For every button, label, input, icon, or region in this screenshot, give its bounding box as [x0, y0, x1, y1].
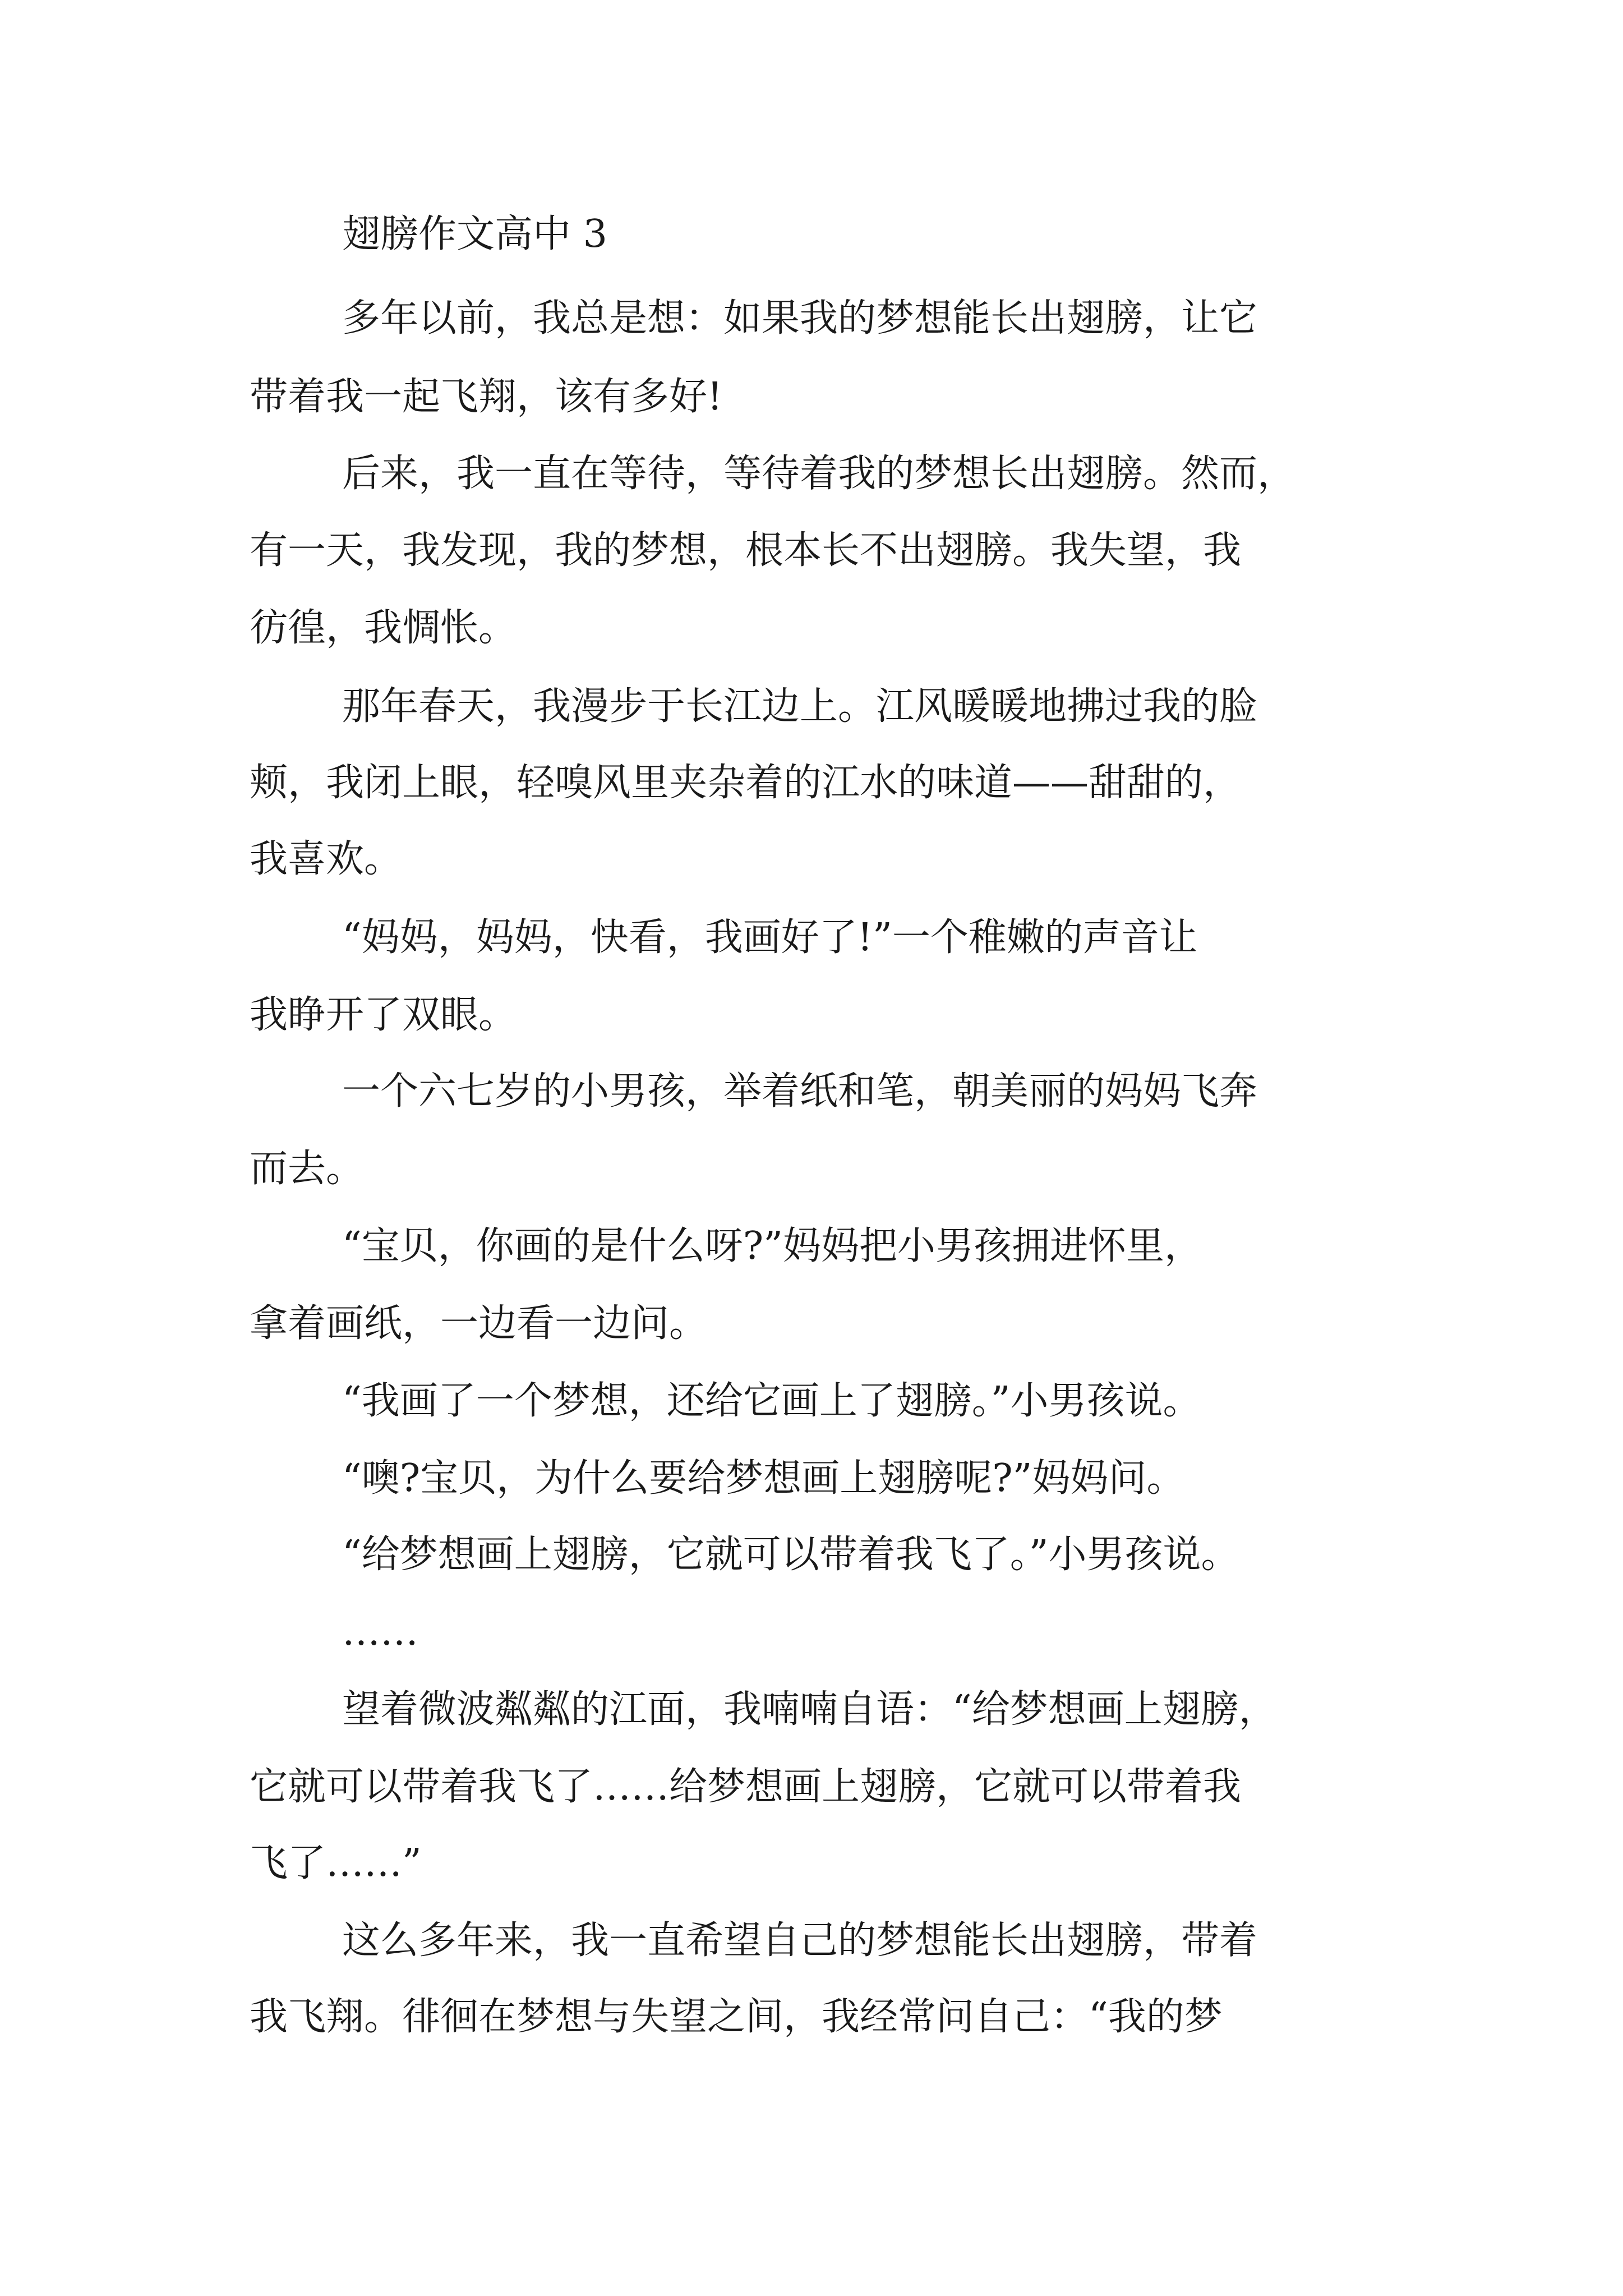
- text-line: 那年春天，我漫步于长江边上。江风暖暖地拂过我的脸: [342, 684, 1258, 729]
- text-line: 带着我一起飞翔，该有多好!: [250, 375, 723, 419]
- text-line: 后来，我一直在等待，等待着我的梦想长出翅膀。然而，: [342, 452, 1296, 496]
- text-line: ……: [342, 1610, 418, 1654]
- text-line: “宝贝，你画的是什么呀?”妈妈把小男孩拥进怀里，: [342, 1224, 1202, 1268]
- text-line: 我喜欢。: [250, 837, 403, 881]
- text-line: 有一天，我发现，我的梦想，根本长不出翅膀。我失望，我: [250, 528, 1242, 573]
- text-line: 多年以前，我总是想：如果我的梦想能长出翅膀，让它: [342, 296, 1258, 341]
- text-line: 拿着画纸，一边看一边问。: [250, 1301, 708, 1346]
- text-line: “我画了一个梦想，还给它画上了翅膀。”小男孩说。: [342, 1379, 1201, 1423]
- text-line: “给梦想画上翅膀，它就可以带着我飞了。”小男孩说。: [342, 1533, 1239, 1577]
- text-line: 飞了……”: [250, 1841, 422, 1885]
- text-line: 我飞翔。徘徊在梦想与失望之间，我经常问自己：“我的梦: [250, 1995, 1223, 2039]
- text-line: 颊，我闭上眼，轻嗅风里夹杂着的江水的味道——甜甜的，: [250, 761, 1242, 805]
- text-line: 望着微波粼粼的江面，我喃喃自语：“给梦想画上翅膀，: [342, 1687, 1277, 1732]
- text-line: 一个六七岁的小男孩，举着纸和笔，朝美丽的妈妈飞奔: [342, 1069, 1258, 1114]
- text-line: “妈妈，妈妈，快看，我画好了!”一个稚嫩的声音让: [342, 915, 1197, 960]
- text-line: 这么多年来，我一直希望自己的梦想能长出翅膀，带着: [342, 1918, 1258, 1963]
- text-line: 彷徨，我惆怅。: [250, 606, 517, 650]
- text-line: “噢?宝贝，为什么要给梦想画上翅膀呢?”妈妈问。: [342, 1456, 1185, 1501]
- text-line: 它就可以带着我飞了……给梦想画上翅膀，它就可以带着我: [250, 1765, 1242, 1809]
- text-line: 而去。: [250, 1147, 365, 1191]
- page-title: 翅膀作文高中 3: [342, 212, 607, 256]
- text-line: 我睁开了双眼。: [250, 993, 517, 1037]
